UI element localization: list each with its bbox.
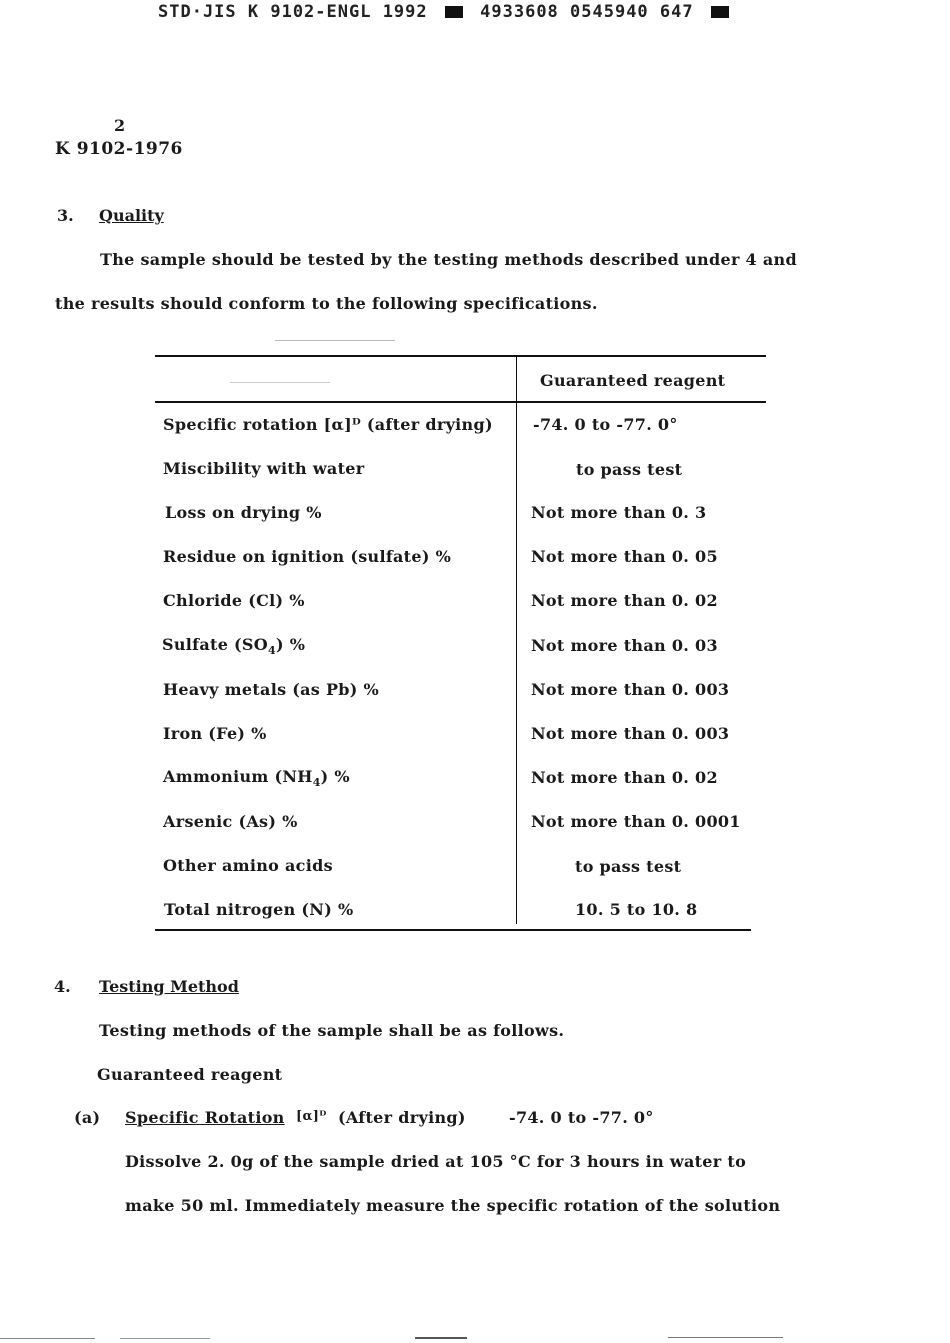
scan-speck xyxy=(120,1338,210,1339)
table-row-item: Loss on drying % xyxy=(165,503,322,522)
scan-speck xyxy=(415,1337,467,1339)
item-text: Ammonium (NH xyxy=(163,767,313,786)
table-row-item: Arsenic (As) % xyxy=(163,812,298,831)
header-text-a: STD·JIS K 9102-ENGL 1992 xyxy=(158,2,428,22)
item-a-label: (a) xyxy=(74,1108,101,1127)
section-4-title: Testing Method xyxy=(99,977,239,996)
section-4-line2: Guaranteed reagent xyxy=(97,1065,283,1084)
document-header xyxy=(158,2,735,22)
table-row-item: Other amino acids xyxy=(163,856,333,875)
section-3-paragraph-line1: The sample should be tested by the testing methods described under 4 and xyxy=(100,250,797,269)
table-row-item: Chloride (Cl) % xyxy=(163,591,305,610)
table-bottom-rule xyxy=(155,929,751,931)
item-text-after: ) % xyxy=(276,635,306,654)
table-row-item: Miscibility with water xyxy=(163,459,365,478)
table-row-item: Iron (Fe) % xyxy=(163,724,267,743)
scan-speck xyxy=(230,382,330,383)
black-bar-mark xyxy=(711,6,729,18)
table-row-item xyxy=(162,635,305,657)
table-row-value: to pass test xyxy=(576,460,683,479)
table-column-divider xyxy=(516,357,517,924)
table-row-value: Not more than 0. 03 xyxy=(531,636,718,655)
table-row-value: Not more than 0. 003 xyxy=(531,724,730,743)
section-3-title: Quality xyxy=(99,206,164,225)
page-number: 2 xyxy=(114,116,126,135)
item-subscript: 4 xyxy=(312,776,321,790)
scan-speck xyxy=(0,1338,95,1339)
section-3-paragraph-line2: the results should conform to the following specifications. xyxy=(55,294,598,313)
table-row-item: Total nitrogen (N) % xyxy=(164,900,354,919)
section-4-number: 4. xyxy=(54,977,71,996)
table-row-item: Residue on ignition (sulfate) % xyxy=(163,547,452,566)
standard-code: K 9102-1976 xyxy=(55,139,183,159)
table-row-item: Heavy metals (as Pb) % xyxy=(163,680,380,699)
black-bar-mark xyxy=(445,6,463,18)
table-row-value: Not more than 0. 05 xyxy=(531,547,718,566)
item-a-title: Specific Rotation xyxy=(125,1108,285,1127)
scan-speck xyxy=(668,1337,783,1338)
table-row-item xyxy=(163,767,350,789)
item-a-symbol: [α]ᴰ xyxy=(296,1109,327,1124)
table-row-value: Not more than 0. 02 xyxy=(531,591,718,610)
table-row-value: to pass test xyxy=(575,857,682,876)
item-a-line1: Dissolve 2. 0g of the sample dried at 105 °C for 3 hours in water to xyxy=(125,1152,747,1171)
item-text-after: ) % xyxy=(320,767,350,786)
header-text-b: 4933608 0545940 647 xyxy=(480,2,694,22)
item-text: Sulfate (SO xyxy=(162,635,269,654)
item-a-condition: (After drying) xyxy=(338,1108,466,1127)
table-top-rule xyxy=(155,355,766,357)
table-row-value: Not more than 0. 0001 xyxy=(531,812,741,831)
section-3-number: 3. xyxy=(57,206,74,225)
table-row-value: Not more than 0. 02 xyxy=(531,768,718,787)
scan-speck xyxy=(275,340,395,341)
table-row-item: Specific rotation [α]ᴰ (after drying) xyxy=(163,415,493,434)
item-a-line2: make 50 ml. Immediately measure the specific rotation of the solution xyxy=(125,1196,781,1215)
table-row-value: 10. 5 to 10. 8 xyxy=(575,900,698,919)
item-a-value: -74. 0 to -77. 0° xyxy=(509,1108,654,1127)
table-column-header: Guaranteed reagent xyxy=(540,371,726,390)
table-row-value: Not more than 0. 3 xyxy=(531,503,707,522)
table-header-rule xyxy=(155,401,766,403)
table-row-value: Not more than 0. 003 xyxy=(531,680,730,699)
item-subscript: 4 xyxy=(268,644,276,658)
section-4-line1: Testing methods of the sample shall be as follows. xyxy=(99,1021,565,1040)
table-row-value: -74. 0 to -77. 0° xyxy=(533,415,678,434)
